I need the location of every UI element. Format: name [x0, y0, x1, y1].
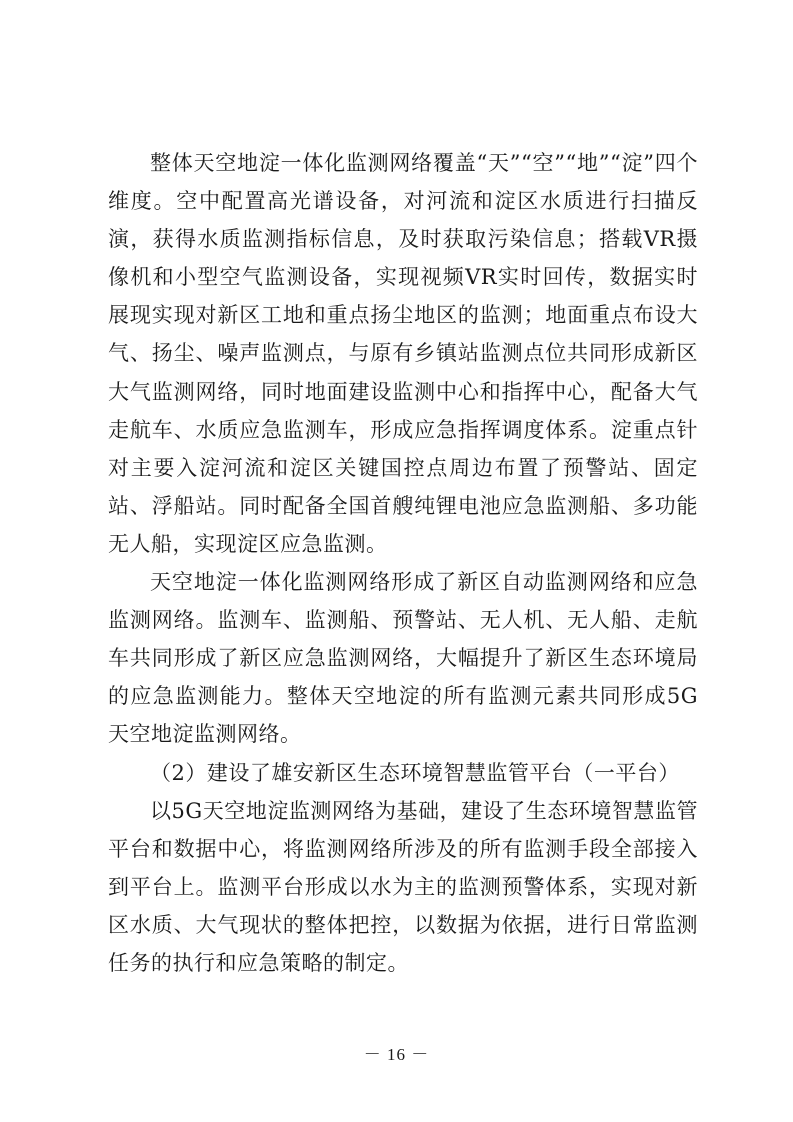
paragraph-emergency-monitoring-network: 天空地淀一体化监测网络形成了新区自动监测网络和应急监测网络。监测车、监测船、预警站、无人机、无人船、走航车共同形成了新区应急监测网络，大幅提升了新区生态环境局的应急监测能力。整体天空地淀的所有监测元素共同形成5G天空地淀监测网络。	[108, 570, 698, 747]
paragraph-platform-description: 以5G天空地淀监测网络为基础，建设了生态环境智慧监管平台和数据中心，将监测网络所涉及的所有监测手段全部接入到平台上。监测平台形成以水为主的监测预警体系，实现对新区水质、大气现状的整体把控，以数据为依据，进行日常监测任务的执行和应急策略的制定。	[108, 798, 698, 975]
page-number: － 16 －	[363, 1045, 430, 1064]
section-heading-smart-platform: （2）建设了雄安新区生态环境智慧监管平台（一平台）	[150, 760, 680, 785]
paragraph-monitoring-network-dimensions: 整体天空地淀一体化监测网络覆盖“天”“空”“地”“淀”四个维度。空中配置高光谱设备，对河流和淀区水质进行扫描反演，获得水质监测指标信息，及时获取污染信息；搭载VR摄像机和小型空气监测设备，实现视频VR实时回传，数据实时展现实现对新区工地和重点扬尘地区的监测；地面重点布设大气、扬尘、噪声监测点，与原有乡镇站监测点位共同形成新区大气监测网络，同时地面建设监测中心和指挥中心，配备大气走航车、水质应急监测车，形成应急指挥调度体系。淀重点针对主要入淀河流和淀区关键国控点周边布置了预警站、固定站、浮船站。同时配备全国首艘纯锂电池应急监测船、多功能无人船，实现淀区应急监测。	[108, 151, 698, 556]
document-body	[108, 144, 698, 982]
